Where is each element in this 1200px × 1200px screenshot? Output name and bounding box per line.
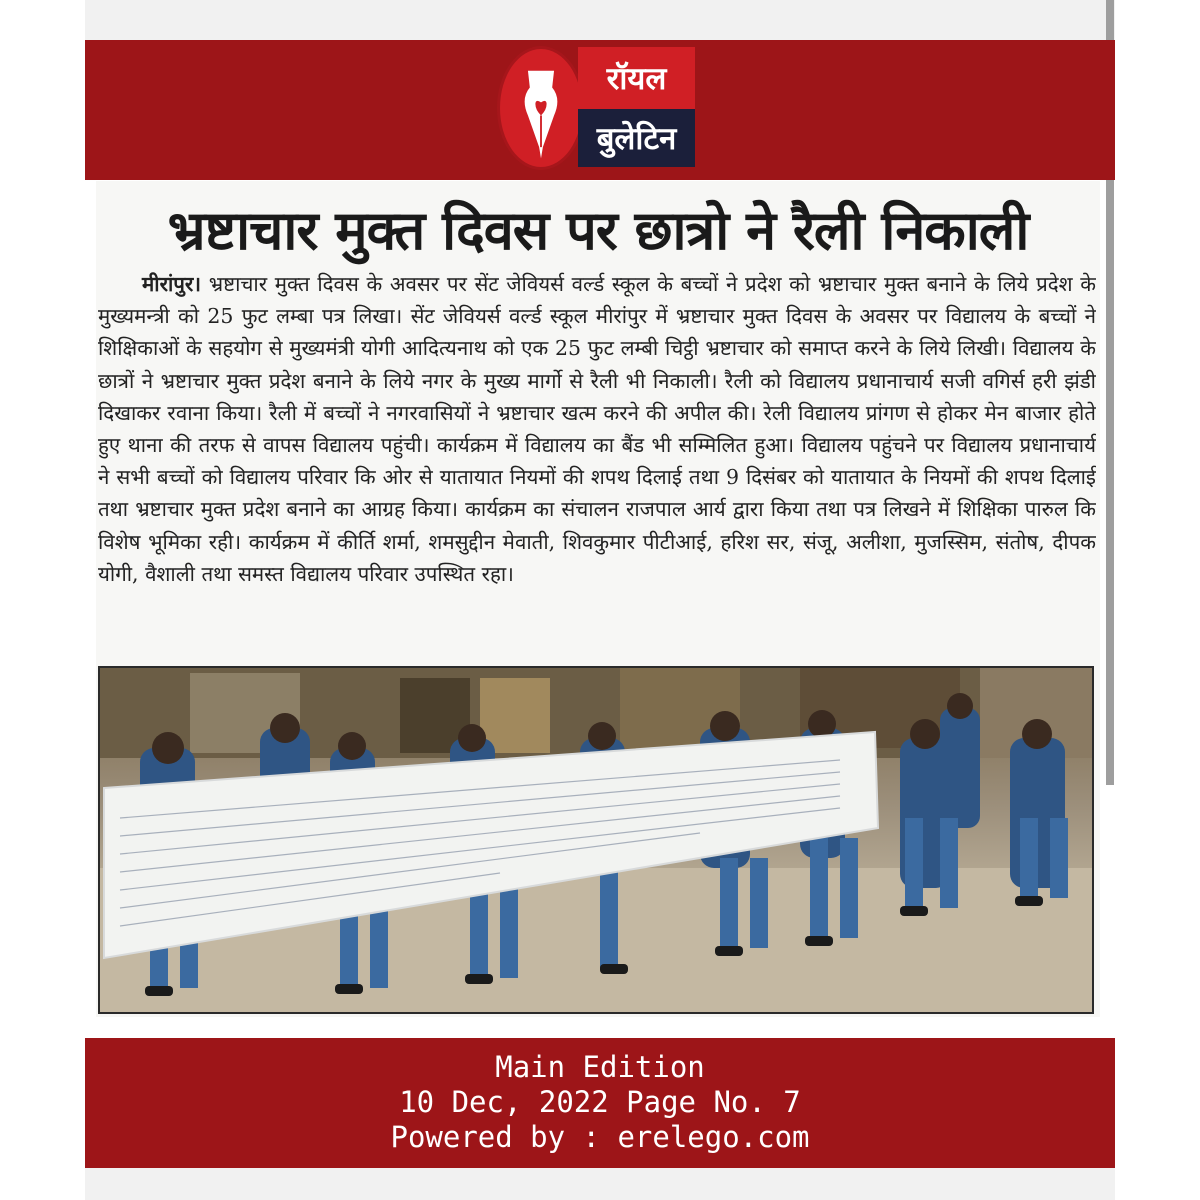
logo-title-bottom: बुलेटिन bbox=[578, 109, 695, 167]
article-photo bbox=[98, 666, 1094, 1014]
logo-title-top: रॉयल bbox=[578, 47, 695, 109]
pen-nib-icon bbox=[500, 49, 582, 167]
edition-date-page: 10 Dec, 2022 Page No. 7 bbox=[399, 1085, 801, 1119]
page-bottom-margin bbox=[85, 1168, 1115, 1200]
article-body bbox=[98, 268, 1096, 663]
rally-photo-image bbox=[100, 668, 1094, 1014]
edition-name: Main Edition bbox=[495, 1050, 705, 1084]
article-headline: भ्रष्टाचार मुक्त दिवस पर छात्रो ने रैली निकाली bbox=[167, 198, 1029, 262]
powered-by-link[interactable]: Powered by : erelego.com bbox=[390, 1120, 810, 1154]
article-dateline: मीरांपुर। bbox=[142, 272, 202, 296]
article-text: भ्रष्टाचार मुक्त दिवस के अवसर पर सेंट जेवियर्स वर्ल्ड स्कूल के बच्चों ने प्रदेश को भ्रष्टाचार मुक्त बनाने के लिये प्रदेश के मुख्यमन्त्री को 25 फुट लम्बा पत्र लिखा। सेंट जेवियर्स वर्ल्ड स्कूल मीरांपुर में भ्रष्टाचार मुक्त दिवस के अवसर पर विद्यालय के बच्चों ने शिक्षिकाओं के सहयोग से मुख्यमंत्री योगी आदित्यनाथ को एक 25 फुट लम्बी चिट्ठी भ्रष्टाचार को समाप्त करने के लिये लिखी। विद्यालय के छात्रों ने भ्रष्टाचार मुक्त प्रदेश बनाने के लिये नगर के मुख्य मार्गो से रैली भी निकाली। रैली को विद्यालय प्रधानाचार्य सजी वगिर्स हरी झंडी दिखाकर रवाना किया। रैली में बच्चों ने नगरवासियों ने भ्रष्टाचार खत्म करने की अपील की। रेली विद्यालय प्रांगण से होकर मेन बाजार होते हुए थाना की तरफ से वापस विद्यालय पहुंची। कार्यक्रम में विद्यालय का बैंड भी सम्मिलित हुआ। विद्यालय पहुंचने पर विद्यालय प्रधानाचार्य ने सभी बच्चों को विद्यालय परिवार कि ओर से यातायात नियमों की शपथ दिलाई तथा 9 दिसंबर को यातायात के नियमों की शपथ दिलाई तथा भ्रष्टाचार मुक्त प्रदेश बनाने का आग्रह किया। कार्यक्रम का संचालन राजपाल आर्य द्वारा किया तथा पत्र लिखने में शिक्षिका पारुल कि विशेष भूमिका रही। कार्यक्रम में कीर्ति शर्मा, शमसुद्दीन मेवाती, शिवकुमार पीटीआई, हरिश सर, संजू, अलीशा, मुजस्सिम, संतोष, दीपक योगी, वैशाली तथा समस्त विद्यालय परिवार उपस्थित रहा। bbox=[98, 272, 1096, 586]
pen-nib-logo-icon bbox=[497, 46, 585, 170]
edition-footer bbox=[85, 1038, 1115, 1168]
page-top-margin bbox=[85, 0, 1115, 40]
